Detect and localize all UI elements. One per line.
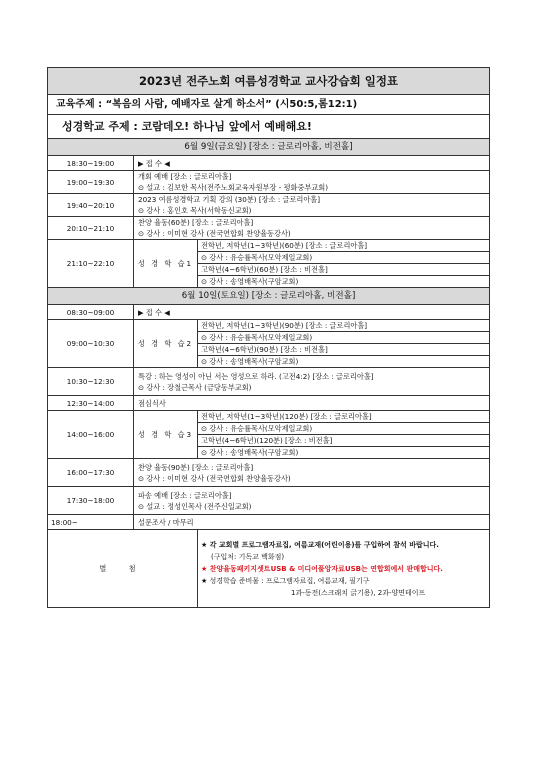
program-cell xyxy=(134,217,490,240)
table-row xyxy=(48,305,490,320)
remark-item: ★ 성경학습 준비물 : 프로그램자료집, 여름교재, 필기구 xyxy=(201,576,370,585)
reception-cell: ▶ 접 수 ◀ xyxy=(134,305,490,320)
table-row xyxy=(48,156,490,171)
table-row xyxy=(48,411,490,459)
time-cell: 14:00~16:00 xyxy=(48,411,134,459)
table-row xyxy=(48,240,490,288)
program-speaker: ⊙ 설교 : 정성인목사 (전주신일교회) xyxy=(138,501,252,511)
study-detail-cell xyxy=(198,320,490,368)
remark-item: (구입처: 기독교 백화점) xyxy=(211,552,285,561)
program-speaker: ⊙ 강사 : 홍인호 목사(서학동신교회) xyxy=(138,206,252,215)
program-title: 개회 예배 [장소 : 글로리아홀] xyxy=(138,172,232,181)
remark-item: ★ 각 교회별 프로그램자료집, 여름교재(어린이용)를 구입하여 참석 바랍니다. xyxy=(201,540,439,549)
table-row xyxy=(48,487,490,515)
time-cell: 09:00~10:30 xyxy=(48,320,134,368)
study-group-title: 고학년(4~6학년)(120분) [장소 : 비전홀] xyxy=(198,434,489,446)
program-title: 찬양 율동(60분) [장소 : 글로리아홀] xyxy=(138,218,254,227)
program-title: 찬양 율동(90분) [장소 : 글로리아홀] xyxy=(138,462,254,472)
time-cell: 18:30~19:00 xyxy=(48,156,134,171)
study-group-speaker: ⊙ 강사 : 유승률목사(모악제일교회) xyxy=(198,422,489,434)
program-title: 점심식사 xyxy=(134,396,490,411)
study-group-title: 고학년(4~6학년)(60분) [장소 : 비전홀] xyxy=(198,263,489,275)
day2-heading: 6월 10일(토요일) [장소 : 글로리아홀, 비전홀] xyxy=(48,288,490,305)
table-row xyxy=(48,396,490,411)
study-detail-cell xyxy=(198,240,490,288)
time-cell: 16:00~17:30 xyxy=(48,459,134,487)
time-cell: 17:30~18:00 xyxy=(48,487,134,515)
reception-cell: ▶ 접 수 ◀ xyxy=(134,156,490,171)
table-row xyxy=(48,320,490,368)
remarks-label: 별 첨 xyxy=(48,530,198,608)
table-row xyxy=(48,515,490,530)
program-cell xyxy=(134,487,490,515)
page-title: 2023년 전주노회 여름성경학교 교사강습회 일정표 xyxy=(48,68,490,95)
remark-item: ★ 찬양율동패키지셋트USB & 미디어풀앙자료USB는 연합회에서 판매합니다. xyxy=(201,564,443,573)
day1-heading: 6월 9일(금요일) [장소 : 글로리아홀, 비전홀] xyxy=(48,139,490,156)
program-title: 2023 여름성경학교 기획 강의 (30분) [장소 : 글로리아홀] xyxy=(138,195,321,204)
time-cell: 19:40~20:10 xyxy=(48,194,134,217)
table-row xyxy=(48,459,490,487)
program-speaker: ⊙ 강사 : 이미현 강사 (전국연합회 찬양율동강사) xyxy=(138,229,291,238)
time-cell: 10:30~12:30 xyxy=(48,368,134,396)
program-speaker: ⊙ 설교 : 김보한 목사(전주노회교육자원부장 - 평화중부교회) xyxy=(138,183,329,192)
education-theme: 교육주제 : “복음의 사람, 예배자로 살게 하소서” (시50:5,롬12:1) xyxy=(48,95,490,115)
time-cell: 12:30~14:00 xyxy=(48,396,134,411)
schedule-sheet xyxy=(47,67,490,608)
study-group-speaker: ⊙ 강사 : 송영배목사(구암교회) xyxy=(198,446,489,458)
study-label: 성 경 학 습3 xyxy=(134,411,198,459)
remark-item: 1과-동전(스크래치 긁기용), 2과-양면테이프 xyxy=(291,588,426,597)
program-cell xyxy=(134,194,490,217)
schedule-table xyxy=(47,67,490,608)
table-row xyxy=(48,171,490,194)
program-cell xyxy=(134,459,490,487)
table-row xyxy=(48,368,490,396)
study-group-speaker: ⊙ 강사 : 송영배목사(구암교회) xyxy=(198,355,489,367)
table-row xyxy=(48,217,490,240)
study-label: 성 경 학 습1 xyxy=(134,240,198,288)
program-title: 파송 예배 [장소 : 글로리아홀] xyxy=(138,490,232,500)
remarks-cell xyxy=(198,530,490,608)
program-speaker: ⊙ 강사 : 장철근목사 (금당동부교회) xyxy=(138,382,252,392)
vbs-theme: 성경학교 주제 : 코람데오! 하나님 앞에서 예배해요! xyxy=(48,115,490,139)
table-row xyxy=(48,194,490,217)
study-group-speaker: ⊙ 강사 : 송영배목사(구암교회) xyxy=(198,275,489,287)
program-cell xyxy=(134,368,490,396)
time-cell: 21:10~22:10 xyxy=(48,240,134,288)
study-label: 성 경 학 습2 xyxy=(134,320,198,368)
study-group-title: 전학년, 저학년(1~3학년)(90분) [장소 : 글로리아홀] xyxy=(201,321,368,330)
program-title: 설문조사 / 마무리 xyxy=(134,515,490,530)
program-title: 특강 : 하는 영성이 아닌 서는 영성으로 하라. (고전4:2) [장소 : 글로리아홀] xyxy=(138,371,374,381)
study-group-speaker: ⊙ 강사 : 유승률목사(모악제일교회) xyxy=(198,251,489,263)
program-cell xyxy=(134,171,490,194)
program-speaker: ⊙ 강사 : 이미현 강사 (전국연합회 찬양율동강사) xyxy=(138,473,291,483)
time-cell: 08:30~09:00 xyxy=(48,305,134,320)
study-detail-cell xyxy=(198,411,490,459)
study-group-title: 전학년, 저학년(1~3학년)(120분) [장소 : 글로리아홀] xyxy=(201,412,372,421)
time-cell: 18:00~ xyxy=(48,515,134,530)
study-group-title: 전학년, 저학년(1~3학년)(60분) [장소 : 글로리아홀] xyxy=(201,241,368,250)
time-cell: 20:10~21:10 xyxy=(48,217,134,240)
study-group-speaker: ⊙ 강사 : 유승률목사(모악제일교회) xyxy=(198,331,489,343)
time-cell: 19:00~19:30 xyxy=(48,171,134,194)
study-group-title: 고학년(4~6학년)(90분) [장소 : 비전홀] xyxy=(198,343,489,355)
remarks-row xyxy=(48,530,490,608)
